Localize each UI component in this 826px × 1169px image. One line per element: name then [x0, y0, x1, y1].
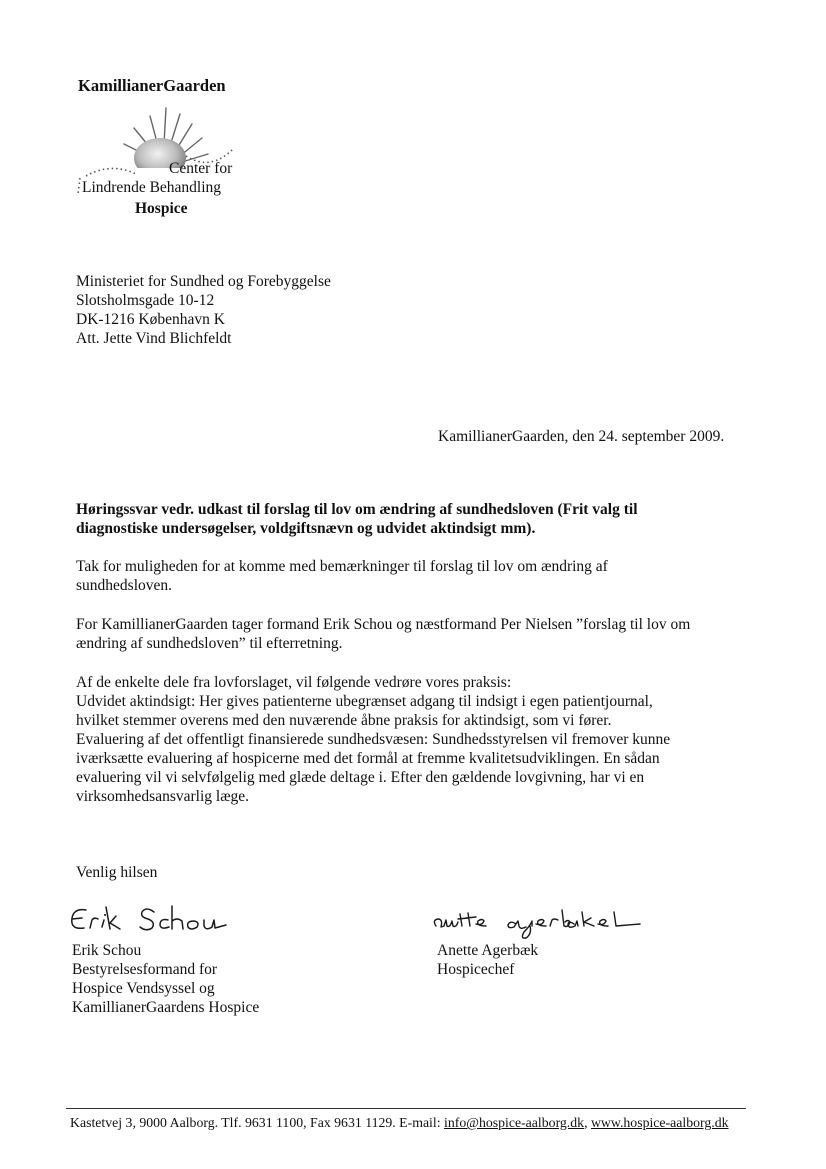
recipient-line: Ministeriet for Sundhed og Forebyggelse [76, 273, 331, 290]
recipient-line: Slotsholmsgade 10-12 [76, 292, 215, 309]
paragraph-line: iværksætte evaluering af hospicerne med det formål at fremme kvalitetsudviklingen. En sådan [76, 750, 660, 767]
footer-email-link[interactable]: info@hospice-aalborg.dk [444, 1115, 585, 1130]
signer-title-line: Hospicechef [437, 961, 515, 978]
recipient-line: Att. Jette Vind Blichfeldt [76, 330, 232, 347]
signer-title-line: Bestyrelsesformand for [72, 961, 218, 978]
paragraph-line: For KamillianerGaarden tager formand Erik Schou og næstformand Per Nielsen ”forslag til lov om [76, 616, 691, 633]
paragraph-line: Udvidet aktindsigt: Her gives patienterne ubegrænset adgang til indsigt i egen patientjournal, [76, 693, 653, 710]
subject-heading [76, 500, 638, 538]
paragraph-line: sundhedsloven. [76, 577, 173, 594]
signature-erik-schou [66, 898, 246, 943]
organization-name: KamillianerGaarden [78, 76, 226, 95]
footer-divider [66, 1108, 746, 1109]
footer-separator: , [584, 1115, 591, 1130]
logo-text-line1: Center for [169, 160, 233, 177]
date-line: KamillianerGaarden, den 24. september 2009. [438, 428, 725, 445]
recipient-address [76, 272, 331, 348]
footer-website-link[interactable]: www.hospice-aalborg.dk [590, 1115, 729, 1130]
paragraph-line: Tak for muligheden for at komme med bemærkninger til forslag til lov om ændring af [76, 558, 608, 575]
signer-title-line: KamillianerGaardens Hospice [72, 999, 260, 1016]
recipient-line: DK-1216 København K [76, 311, 225, 328]
handwritten-signature-right [428, 904, 658, 940]
subject-line: Høringssvar vedr. udkast til forslag til lov om ændring af sundhedsloven (Frit valg til [76, 501, 638, 518]
paragraph-line: ændring af sundhedsloven” til efterretning. [76, 635, 343, 652]
footer-address: Kastetvej 3, 9000 Aalborg. Tlf. 9631 1100, Fax 9631 1129. E-mail: [70, 1115, 445, 1130]
subject-line: diagnostiske undersøgelser, voldgiftsnævn og udvidet aktindsigt mm). [76, 520, 536, 537]
paragraph-line: evaluering vil vi selvfølgelig med glæde deltage i. Efter den gældende lovgivning, har vi en [76, 769, 645, 786]
signature-anette-agerbaek [428, 904, 658, 945]
closing-greeting: Venlig hilsen [76, 864, 158, 881]
logo-text-line3: Hospice [135, 200, 188, 217]
logo-text-line2: Lindrende Behandling [82, 179, 222, 196]
hospice-logo [76, 98, 276, 220]
paragraph-line: Evaluering af det offentligt finansierede sundhedsvæsen: Sundhedsstyrelsen vil fremover kunne [76, 731, 671, 748]
paragraph-board-statement [76, 615, 690, 653]
paragraph-line: Af de enkelte dele fra lovforslaget, vil følgende vedrøre vores praksis: [76, 674, 512, 691]
paragraph-line: hvilket stemmer overens med den nuværende åbne praksis for aktindsigt, som vi fører. [76, 712, 612, 729]
signer-name: Anette Agerbæk [437, 942, 539, 959]
footer-contact [70, 1113, 729, 1132]
paragraph-line: virksomhedsansvarlig læge. [76, 788, 250, 805]
signer-name: Erik Schou [72, 942, 142, 959]
signer-right-block [437, 941, 538, 979]
signer-left-block [72, 941, 259, 1017]
handwritten-signature-left [66, 898, 246, 938]
paragraph-thanks [76, 557, 608, 595]
paragraph-practice [76, 673, 670, 806]
signer-title-line: Hospice Vendsyssel og [72, 980, 215, 997]
